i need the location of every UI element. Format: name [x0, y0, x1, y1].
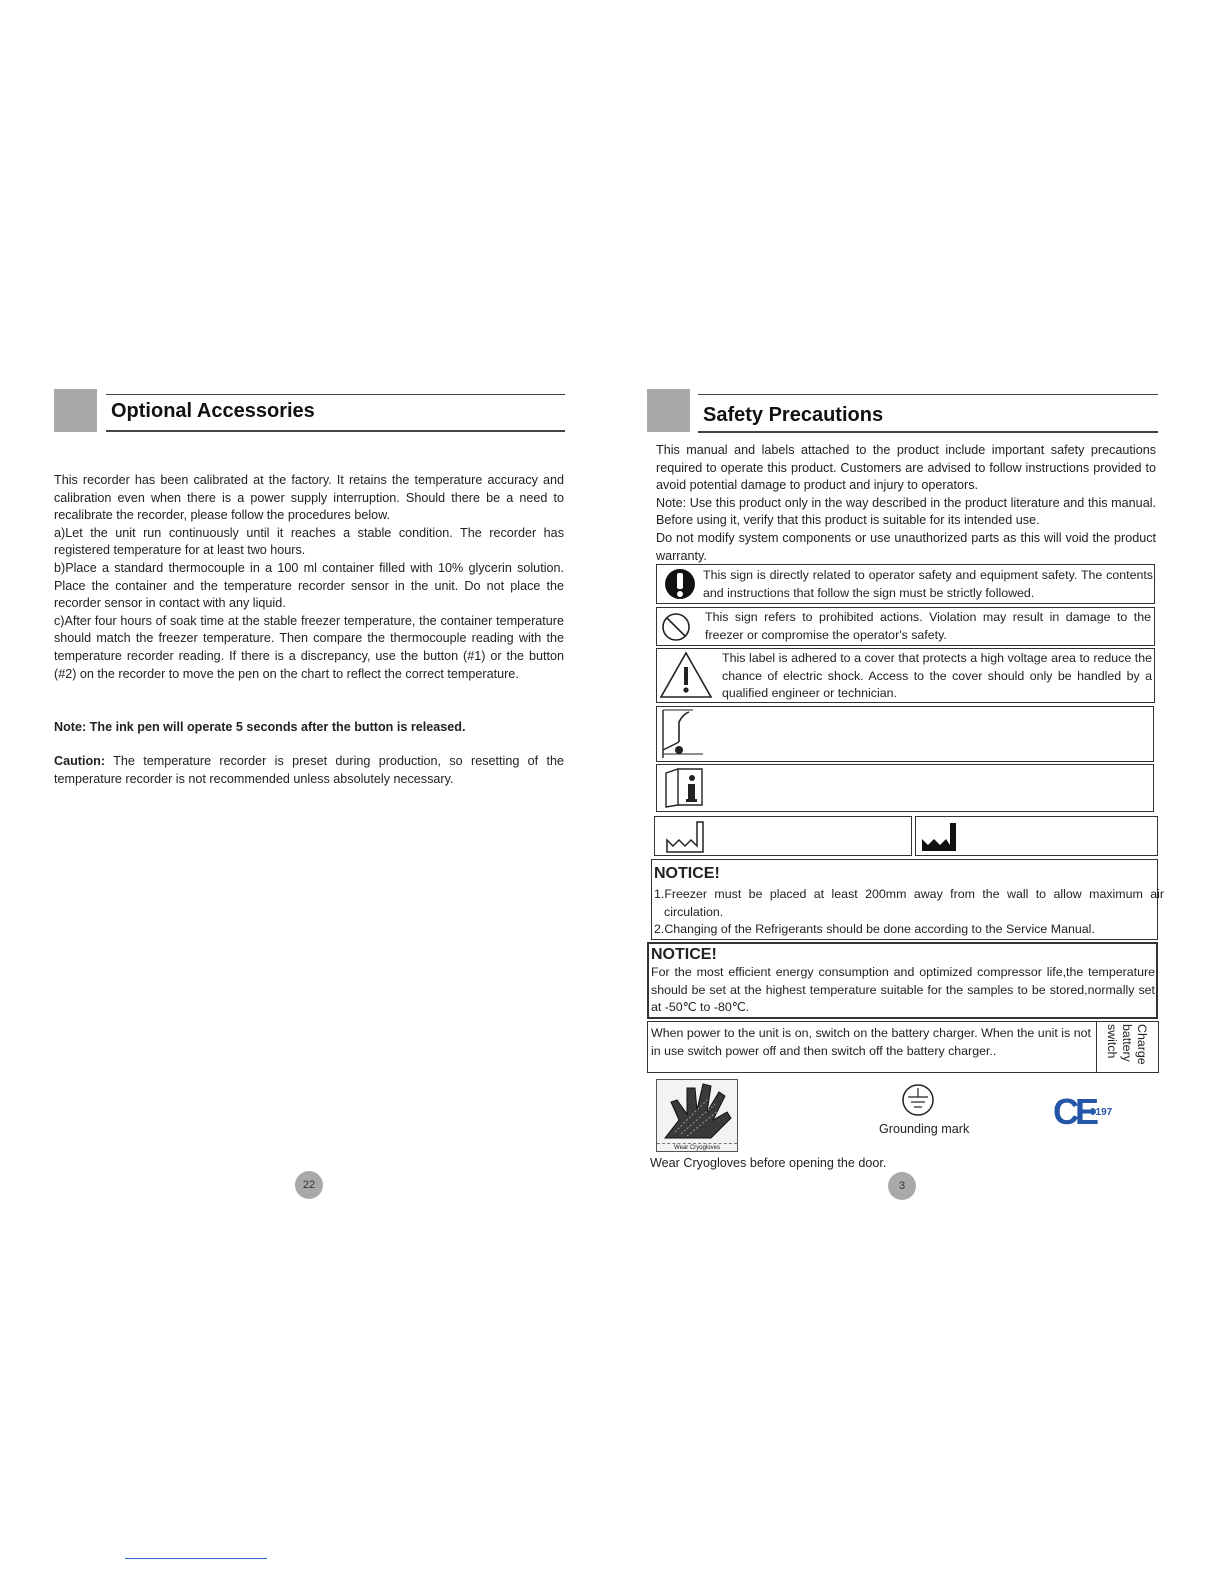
paragraph: b)Place a standard thermocouple in a 100 ml container filled with 10% glycerin solution. Place the container and the temperature recorder sensor in the unit. Do not place the recorder sensor in contact with any liquid. — [54, 560, 564, 611]
prohibited-sign-text: This sign refers to prohibited actions. Violation may result in damage to the freezer or compromise the operator's safety. — [705, 610, 1151, 642]
cryogloves-image — [656, 1079, 738, 1152]
notice-box-1 — [651, 859, 1164, 940]
right-page-number: 3 — [888, 1172, 916, 1200]
cryogloves-caption: Wear Cryogloves before opening the door. — [650, 1156, 887, 1170]
charge-battery-switch-text: Charge battery switch — [1105, 1024, 1149, 1065]
caution-text: The temperature recorder is preset during production, so resetting of the temperature recorder is not recommended unless absolutely necessary. — [54, 754, 564, 786]
paragraph: Note: Use this product only in the way described in the product literature and this manual. Before using it, verify that this product is suitable for its intended use. — [656, 495, 1156, 528]
charge-battery-switch-label — [1100, 1024, 1156, 1070]
glove-label: Wear Cryogloves — [657, 1143, 737, 1152]
mandatory-sign-box — [656, 564, 1155, 604]
notice-box-2 — [647, 942, 1158, 1019]
battery-charger-text: When power to the unit is on, switch on the battery charger. When the unit is not in use switch power off and then switch off the battery charger.. — [651, 1026, 1091, 1058]
ce-mark-logo: CE — [1053, 1091, 1096, 1132]
left-title-block — [54, 389, 97, 432]
grounding-caption: Grounding mark — [879, 1122, 970, 1136]
ce-notified-body-number: 0197 — [1090, 1107, 1113, 1118]
left-title-rule-bottom — [106, 430, 565, 432]
consult-instructions-box — [656, 764, 1154, 812]
paragraph: This manual and labels attached to the product include important safety precautions required to operate this product. Customers are advised to follow instructions provided to avoid potential damage to product and injury to operators. — [656, 443, 1156, 493]
right-title-rule-bottom — [698, 431, 1158, 433]
temperature-limit-box — [656, 706, 1154, 762]
warning-triangle-icon — [659, 651, 713, 701]
paragraph: c)After four hours of soak time at the stable freezer temperature, the container temperature should match the freezer temperature. Then compare the thermocouple reading with the temperature recorder reading. If there is a discrepancy, use the button (#1) or the button (#2) on the recorder to move the pen on the chart to reflect the correct temperature. — [54, 613, 564, 681]
right-page-title: Safety Precautions — [703, 404, 884, 426]
battery-divider — [1096, 1022, 1097, 1072]
grounding-icon — [900, 1083, 936, 1117]
high-voltage-sign-text: This label is adhered to a cover that protects a high voltage area to reduce the chance of electric shock. Access to the cover should only be handled by a qualified engineer or technician. — [722, 651, 1152, 700]
right-title-block — [647, 389, 690, 432]
consult-instructions-icon — [662, 767, 706, 809]
caution-label: Caution: — [54, 754, 106, 768]
footer-link-line — [125, 1558, 267, 1559]
manufacturer-icon — [918, 819, 960, 853]
paragraph: This recorder has been calibrated at the factory. It retains the temperature accuracy and calibration even when there is a power supply interruption. Should there be a need to recalibrate the recorder, please follow the procedures below. — [54, 473, 564, 523]
notice-text: For the most efficient energy consumption and optimized compressor life,the temperature should be set at the highest temperature suitable for the samples to be stored,normally set at -50℃ to -80℃. — [651, 965, 1155, 1014]
left-page-number: 22 — [295, 1171, 323, 1199]
glove-icon — [657, 1080, 737, 1142]
paragraph: Do not modify system components or use unauthorized parts as this will void the product warranty. — [656, 530, 1156, 563]
high-voltage-sign-box — [656, 648, 1155, 703]
manufacturer-box — [915, 816, 1158, 856]
right-title-rule-top — [698, 394, 1158, 395]
date-of-manufacture-box — [654, 816, 912, 856]
ink-pen-note: Note: The ink pen will operate 5 seconds after the button is released. — [54, 720, 466, 734]
safety-intro — [656, 442, 1156, 565]
notice-heading: NOTICE! — [654, 865, 720, 882]
paragraph: a)Let the unit run continuously until it reaches a stable condition. The recorder has registered temperature for at least two hours. — [54, 525, 564, 558]
mandatory-action-icon — [664, 567, 696, 601]
mandatory-sign-text: This sign is directly related to operator safety and equipment safety. The contents and instructions that follow the sign must be strictly followed. — [703, 568, 1153, 600]
caution-paragraph — [54, 753, 564, 788]
notice-heading: NOTICE! — [651, 946, 717, 963]
notice-item: 2.Changing of the Refrigerants should be done according to the Service Manual. — [654, 922, 1095, 936]
left-body — [54, 472, 564, 683]
battery-charger-box — [647, 1021, 1159, 1073]
prohibited-icon — [661, 611, 691, 643]
left-page-title: Optional Accessories — [111, 400, 315, 422]
date-of-manufacture-icon — [663, 818, 707, 854]
prohibited-sign-box — [656, 607, 1155, 646]
left-title-rule-top — [106, 394, 565, 395]
temperature-limit-icon — [659, 708, 705, 760]
notice-item: 1.Freezer must be placed at least 200mm away from the wall to allow maximum air circulation. — [654, 887, 1164, 919]
